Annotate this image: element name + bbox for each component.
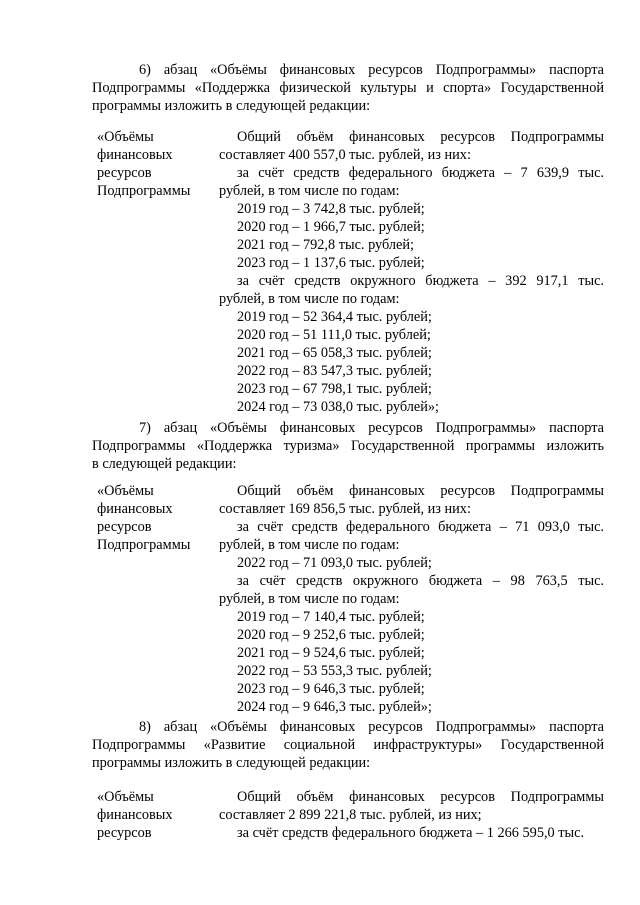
section-6-content — [219, 128, 604, 416]
label-line: ресурсов — [97, 519, 152, 535]
section-7-intro — [92, 419, 604, 473]
content-line: 2021 год – 9 524,6 тыс. рублей; — [237, 645, 425, 661]
content-line: 2020 год – 1 966,7 тыс. рублей; — [237, 219, 425, 235]
section-7-intro-line: Подпрограммы «Поддержка туризма» Государственной программы изложить — [92, 438, 604, 454]
content-line: 2024 год – 73 038,0 тыс. рублей»; — [237, 399, 440, 415]
label-line: ресурсов — [97, 165, 152, 181]
label-line: ресурсов — [97, 825, 152, 841]
content-line: составляет 169 856,5 тыс. рублей, из них: — [219, 501, 471, 517]
label-line: «Объёмы — [97, 789, 154, 805]
label-line: Подпрограммы — [97, 183, 191, 199]
content-line: 2021 год – 792,8 тыс. рублей; — [237, 237, 415, 253]
content-line: за счёт средств окружного бюджета – 98 763,5 тыс. — [237, 573, 604, 589]
section-8-intro — [92, 718, 604, 772]
content-line: за счёт средств федерального бюджета – 71 093,0 тыс. — [237, 519, 604, 535]
content-line: Общий объём финансовых ресурсов Подпрограммы — [237, 483, 604, 499]
content-line: 2020 год – 51 111,0 тыс. рублей; — [237, 327, 431, 343]
section-7-intro-line: в следующей редакции: — [92, 456, 237, 472]
content-line: 2022 год – 53 553,3 тыс. рублей; — [237, 663, 432, 679]
section-8-intro-line: 8) абзац «Объёмы финансовых ресурсов Подпрограммы» паспорта — [139, 719, 604, 735]
label-line: Подпрограммы — [97, 537, 191, 553]
label-line: финансовых — [97, 501, 173, 517]
section-8-content — [219, 788, 604, 842]
content-line: 2022 год – 71 093,0 тыс. рублей; — [237, 555, 432, 571]
content-line: 2023 год – 9 646,3 тыс. рублей; — [237, 681, 425, 697]
content-line: 2023 год – 1 137,6 тыс. рублей; — [237, 255, 425, 271]
content-line: Общий объём финансовых ресурсов Подпрограммы — [237, 129, 604, 145]
section-6-intro-line: 6) абзац «Объёмы финансовых ресурсов Подпрограммы» паспорта — [139, 62, 604, 78]
section-8-label — [97, 788, 207, 842]
label-line: «Объёмы — [97, 483, 154, 499]
content-line: рублей, в том числе по годам: — [219, 183, 400, 199]
section-7-label — [97, 482, 207, 554]
content-line: 2020 год – 9 252,6 тыс. рублей; — [237, 627, 425, 643]
label-line: финансовых — [97, 147, 173, 163]
content-line: рублей, в том числе по годам: — [219, 537, 400, 553]
content-line: за счёт средств федерального бюджета – 1 266 595,0 тыс. — [237, 825, 585, 841]
content-line: составляет 400 557,0 тыс. рублей, из них: — [219, 147, 471, 163]
content-line: 2019 год – 52 364,4 тыс. рублей; — [237, 309, 432, 325]
label-line: «Объёмы — [97, 129, 154, 145]
content-line: 2019 год – 7 140,4 тыс. рублей; — [237, 609, 425, 625]
label-line: финансовых — [97, 807, 173, 823]
content-line: 2022 год – 83 547,3 тыс. рублей; — [237, 363, 432, 379]
section-6-intro — [92, 61, 604, 115]
content-line: Общий объём финансовых ресурсов Подпрограммы — [237, 789, 604, 805]
section-8-intro-line: Подпрограммы «Развитие социальной инфраструктуры» Государственной — [92, 737, 604, 753]
section-7-content — [219, 482, 604, 716]
content-line: за счёт средств федерального бюджета – 7 639,9 тыс. — [237, 165, 604, 181]
section-6-intro-line: программы изложить в следующей редакции: — [92, 98, 371, 114]
content-line: 2023 год – 67 798,1 тыс. рублей; — [237, 381, 432, 397]
content-line: составляет 2 899 221,8 тыс. рублей, из них; — [219, 807, 482, 823]
content-line: рублей, в том числе по годам: — [219, 291, 400, 307]
section-8-intro-line: программы изложить в следующей редакции: — [92, 755, 371, 771]
content-line: 2024 год – 9 646,3 тыс. рублей»; — [237, 699, 432, 715]
content-line: 2021 год – 65 058,3 тыс. рублей; — [237, 345, 432, 361]
section-6-intro-line: Подпрограммы «Поддержка физической культуры и спорта» Государственной — [92, 80, 604, 96]
content-line: 2019 год – 3 742,8 тыс. рублей; — [237, 201, 425, 217]
section-7-intro-line: 7) абзац «Объёмы финансовых ресурсов Подпрограммы» паспорта — [139, 420, 604, 436]
content-line: за счёт средств окружного бюджета – 392 917,1 тыс. — [237, 273, 604, 289]
section-6-label — [97, 128, 207, 200]
content-line: рублей, в том числе по годам: — [219, 591, 400, 607]
